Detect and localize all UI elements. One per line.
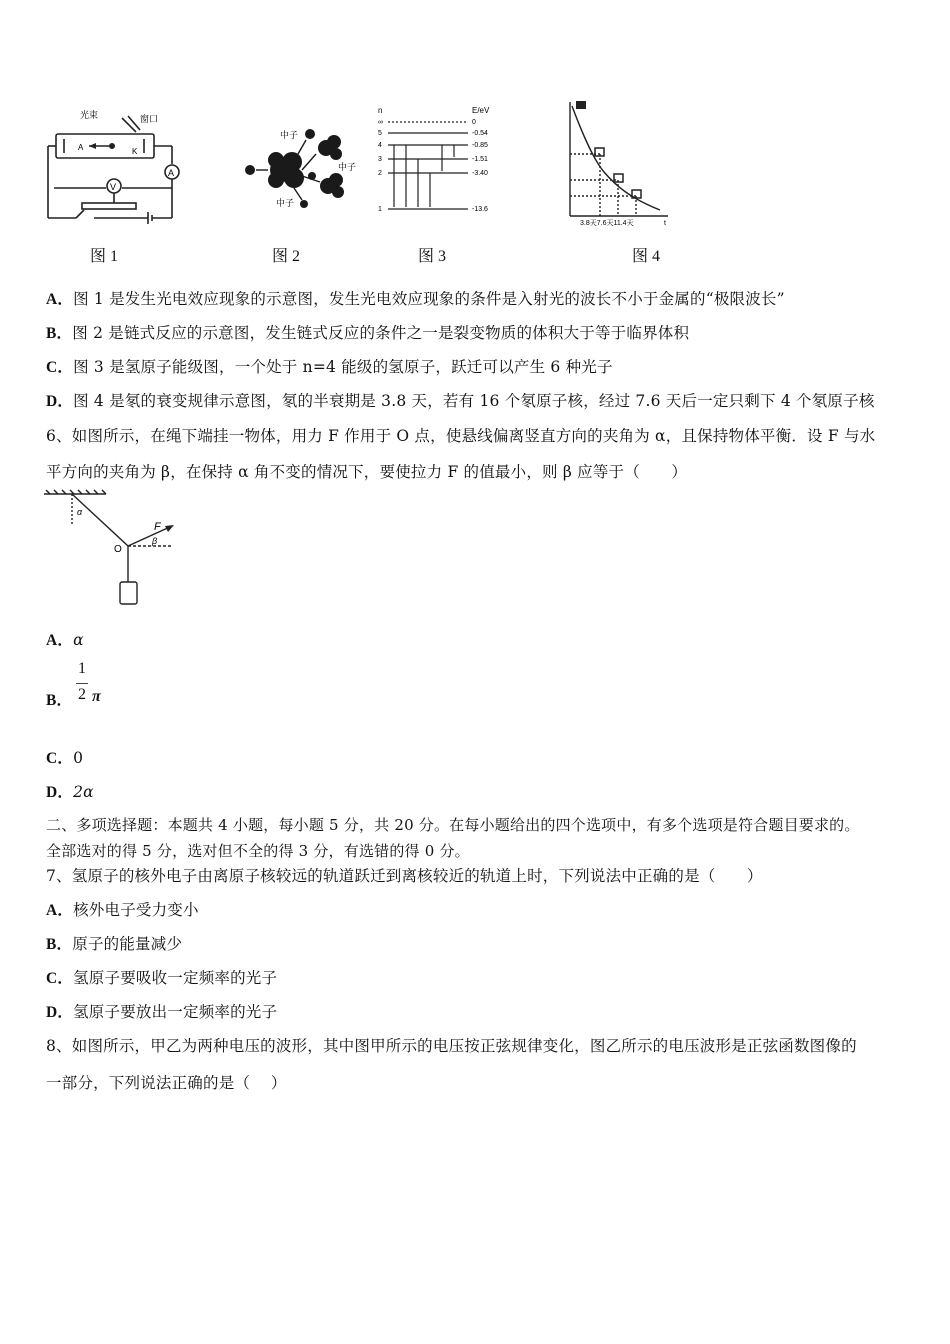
alpha-label: α — [77, 507, 83, 517]
window-label: 窗口 — [140, 114, 159, 124]
level-energy-0: 0 — [472, 119, 476, 126]
q6-option-b-pi: π — [92, 688, 101, 705]
q6-option-a: A．α — [46, 631, 84, 649]
section2-heading-line2: 全部选对的得 5 分，选对但不全的得 3 分，有选错的得 0 分。 — [46, 842, 470, 860]
q6-option-b-numerator: 1 — [78, 660, 86, 677]
level-n-3: 3 — [378, 156, 382, 163]
anode-label: A — [78, 143, 84, 152]
level-energy-1: -0.54 — [472, 130, 488, 137]
cathode-label: K — [132, 147, 138, 156]
figure-1-caption: 图 1 — [90, 248, 119, 265]
figure-3-energy-levels — [372, 103, 502, 218]
q8-stem-line2: 一部分，下列说法正确的是（ ） — [46, 1074, 287, 1092]
q7-option-c: C．氢原子要吸收一定频率的光子 — [46, 969, 278, 987]
level-n-0: ∞ — [378, 119, 383, 126]
q5-option-b: B．图 2 是链式反应的示意图，发生链式反应的条件之一是裂变物质的体积大于等于临界体积 — [46, 324, 690, 342]
neutron-right-label: 中子 — [338, 162, 357, 172]
figure-q6-rope-force — [40, 488, 190, 612]
neutron-bottom-label: 中子 — [276, 198, 295, 208]
point-o-label: O — [114, 544, 122, 555]
level-n-4: 2 — [378, 170, 382, 177]
figure-3-caption: 图 3 — [418, 248, 447, 265]
q5-option-a: A．图 1 是发生光电效应现象的示意图，发生光电效应现象的条件是入射光的波长不小于金属的“极限波长” — [46, 290, 785, 308]
q6-stem-line2: 平方向的夹角为 β，在保持 α 角不变的情况下，要使拉力 F 的值最小，则 β 应等于（ ） — [46, 463, 688, 481]
q5-option-d: D．图 4 是氡的衰变规律示意图，氡的半衰期是 3.8 天，若有 16 个氡原子核，经过 7.6 天后一定只剩下 4 个氡原子核 — [46, 392, 875, 410]
level-energy-2: -0.85 — [472, 142, 488, 149]
q7-option-b: B．原子的能量减少 — [46, 935, 183, 953]
level-energy-3: -1.51 — [472, 156, 488, 163]
q8-stem-line1: 8、如图所示，甲乙为两种电压的波形，其中图甲所示的电压按正弦规律变化，图乙所示的电压波形是正弦函数图像的 — [46, 1037, 857, 1055]
ammeter-label: A — [168, 168, 175, 178]
beta-label: β — [152, 536, 158, 546]
decay-t-label: t — [664, 220, 666, 227]
q7-option-d: D．氢原子要放出一定频率的光子 — [46, 1003, 278, 1021]
level-n-label: n — [378, 106, 383, 115]
light-beam-label: 光束 — [80, 110, 99, 120]
figure-1-photoelectric-circuit — [44, 106, 184, 226]
q6-option-b: B． — [46, 692, 73, 709]
figure-4-caption: 图 4 — [632, 248, 661, 265]
q6-option-b-denominator: 2 — [78, 686, 86, 703]
decay-x-ticks: 3.8天7.6天11.4天 — [580, 220, 634, 227]
level-energy-5: -13.6 — [472, 206, 488, 213]
neutron-top-label: 中子 — [280, 130, 299, 140]
figure-2-caption: 图 2 — [272, 248, 301, 265]
q6-option-c: C．0 — [46, 749, 84, 767]
q6-stem-line1: 6、如图所示，在绳下端挂一物体，用力 F 作用于 O 点，使悬线偏离竖直方向的夹角为 α，且保持物体平衡．设 F 与水 — [46, 427, 876, 445]
section2-heading-line1: 二、多项选择题：本题共 4 小题，每小题 5 分，共 20 分。在每小题给出的四个选项中，有多个选项是符合题目要求的。 — [46, 816, 860, 834]
energy-unit-label: E/eV — [472, 106, 490, 115]
voltmeter-label: V — [110, 182, 117, 192]
q5-option-c: C．图 3 是氢原子能级图，一个处于 n=4 能级的氢原子，跃迁可以产生 6 种光子 — [46, 358, 613, 376]
force-label: F — [154, 521, 161, 533]
level-n-2: 4 — [378, 142, 382, 149]
q6-option-d: D．2α — [46, 783, 94, 801]
figure-2-chain-reaction — [240, 118, 370, 218]
level-n-1: 5 — [378, 130, 382, 137]
q7-option-a: A．核外电子受力变小 — [46, 901, 199, 919]
q7-stem: 7、氢原子的核外电子由离原子核较远的轨道跃迁到离核较近的轨道上时，下列说法中正确的是（ ） — [46, 867, 763, 885]
figure-4-decay-curve — [560, 98, 672, 228]
fraction-bar — [76, 683, 88, 684]
level-energy-4: -3.40 — [472, 170, 488, 177]
level-n-5: 1 — [378, 206, 382, 213]
